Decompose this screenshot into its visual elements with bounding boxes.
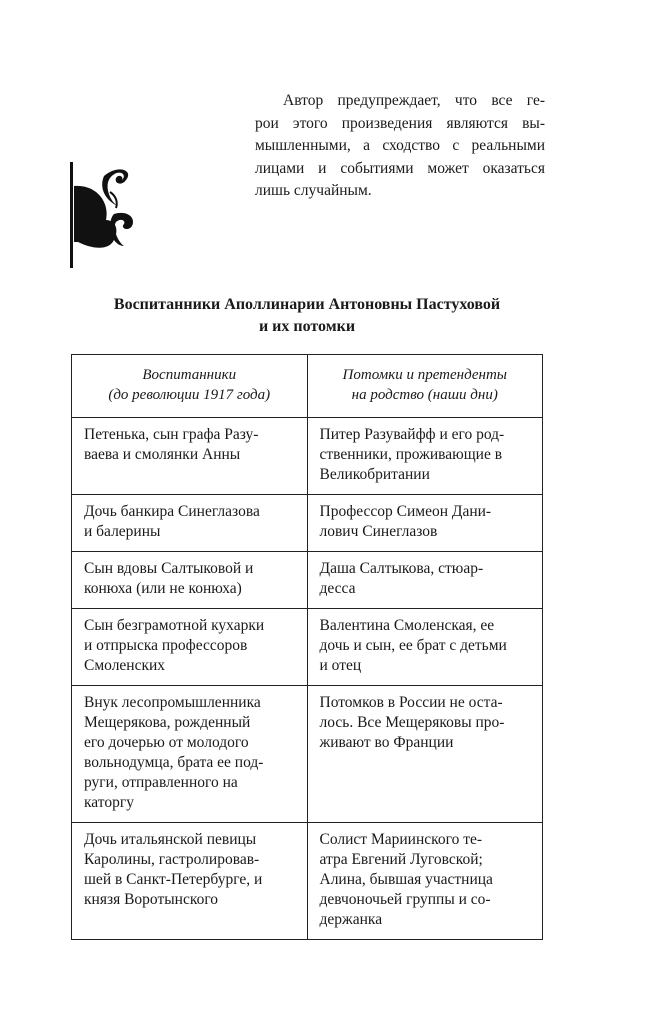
cell-line: каторгу — [84, 794, 134, 811]
cell-line: Сын вдовы Салтыковой и — [84, 560, 254, 577]
cell-line: Мещерякова, рожденный — [84, 714, 251, 731]
ward-cell — [72, 609, 308, 686]
cell-line: и отпрыска профессоров — [84, 637, 248, 654]
cell-line: Питер Разувайфф и его род- — [319, 426, 505, 443]
table-header-row — [72, 355, 543, 418]
table-heading — [70, 294, 544, 338]
column-header-descendants — [307, 355, 543, 418]
cell-line: и балерины — [84, 523, 161, 540]
descendant-cell — [307, 823, 543, 940]
table-row — [72, 823, 543, 940]
descendant-cell — [307, 418, 543, 495]
cell-line: и отец — [319, 657, 362, 674]
header-line: (до революции 1917 года) — [108, 387, 271, 403]
cell-line: Каролины, гастролировав- — [84, 851, 260, 868]
cell-line: атра Евгений Луговской; — [319, 851, 483, 868]
cell-line: ственники, проживающие в — [319, 446, 503, 463]
disclaimer-line: мышленными, а сходство с реальными — [255, 137, 545, 154]
descendant-cell — [307, 495, 543, 552]
cell-line: Профессор Симеон Дани- — [319, 503, 492, 520]
ward-cell — [72, 552, 308, 609]
author-disclaimer — [255, 90, 545, 203]
cell-line: Алина, бывшая участница — [319, 871, 493, 888]
cell-line: его дочерью от молодого — [84, 734, 249, 751]
cell-line: лович Синеглазов — [319, 523, 438, 540]
cell-line: лось. Все Мещеряковы про- — [319, 714, 505, 731]
table-row — [72, 495, 543, 552]
cell-line: Петенька, сын графа Разу- — [84, 426, 259, 443]
cell-line: Дочь банкира Синеглазова — [84, 503, 260, 520]
cell-line: Сын безграмотной кухарки — [84, 617, 265, 634]
ward-cell — [72, 823, 308, 940]
heading-line: и их потомки — [258, 318, 356, 335]
descendant-cell — [307, 686, 543, 823]
cell-line: Великобритании — [319, 466, 430, 483]
cell-line: держанка — [319, 911, 383, 928]
cell-line: вольнодумца, брата ее под- — [84, 754, 264, 771]
cell-line: Дочь итальянской певицы — [84, 831, 257, 848]
descendant-cell — [307, 609, 543, 686]
cell-line: живают во Франции — [319, 734, 454, 751]
cell-line: Смоленских — [84, 657, 166, 674]
floral-initial-icon — [70, 162, 142, 270]
ward-cell — [72, 686, 308, 823]
cell-line: ваева и смолянки Анны — [84, 446, 241, 463]
cell-line: Внук лесопромышленника — [84, 694, 261, 711]
cell-line: Солист Мариинского те- — [319, 831, 483, 848]
cell-line: десса — [319, 580, 356, 597]
descendant-cell — [307, 552, 543, 609]
cell-line: девчоночьей группы и со- — [319, 891, 491, 908]
ward-cell — [72, 495, 308, 552]
disclaimer-line: рои этого произведения являются вы- — [255, 114, 545, 132]
header-line: на родство (наши дни) — [351, 387, 498, 403]
cell-line: руги, отправленного на — [84, 774, 238, 791]
cell-line: шей в Санкт-Петербурге, и — [84, 871, 263, 888]
disclaimer-line: лишь случайным. — [255, 182, 372, 199]
table-row — [72, 686, 543, 823]
disclaimer-line: Автор предупреждает, что все ге- — [283, 92, 545, 109]
cell-line: конюха (или не конюха) — [84, 580, 242, 597]
table-row — [72, 609, 543, 686]
descendants-table — [71, 354, 543, 940]
header-line: Воспитанники — [142, 367, 237, 383]
cell-line: дочь и сын, ее брат с детьми — [319, 637, 507, 654]
heading-line: Воспитанники Аполлинарии Антоновны Пастуховой — [113, 296, 501, 313]
ward-cell — [72, 418, 308, 495]
cell-line: князя Воротынского — [84, 891, 219, 908]
cell-line: Валентина Смоленская, ее — [319, 617, 495, 634]
cell-line: Потомков в России не оста- — [319, 694, 503, 711]
table-row — [72, 552, 543, 609]
column-header-wards — [72, 355, 308, 418]
table-row — [72, 418, 543, 495]
disclaimer-line: лицами и событиями может оказаться — [255, 159, 545, 177]
cell-line: Даша Салтыкова, стюар- — [319, 560, 484, 577]
header-line: Потомки и претенденты — [342, 367, 507, 383]
